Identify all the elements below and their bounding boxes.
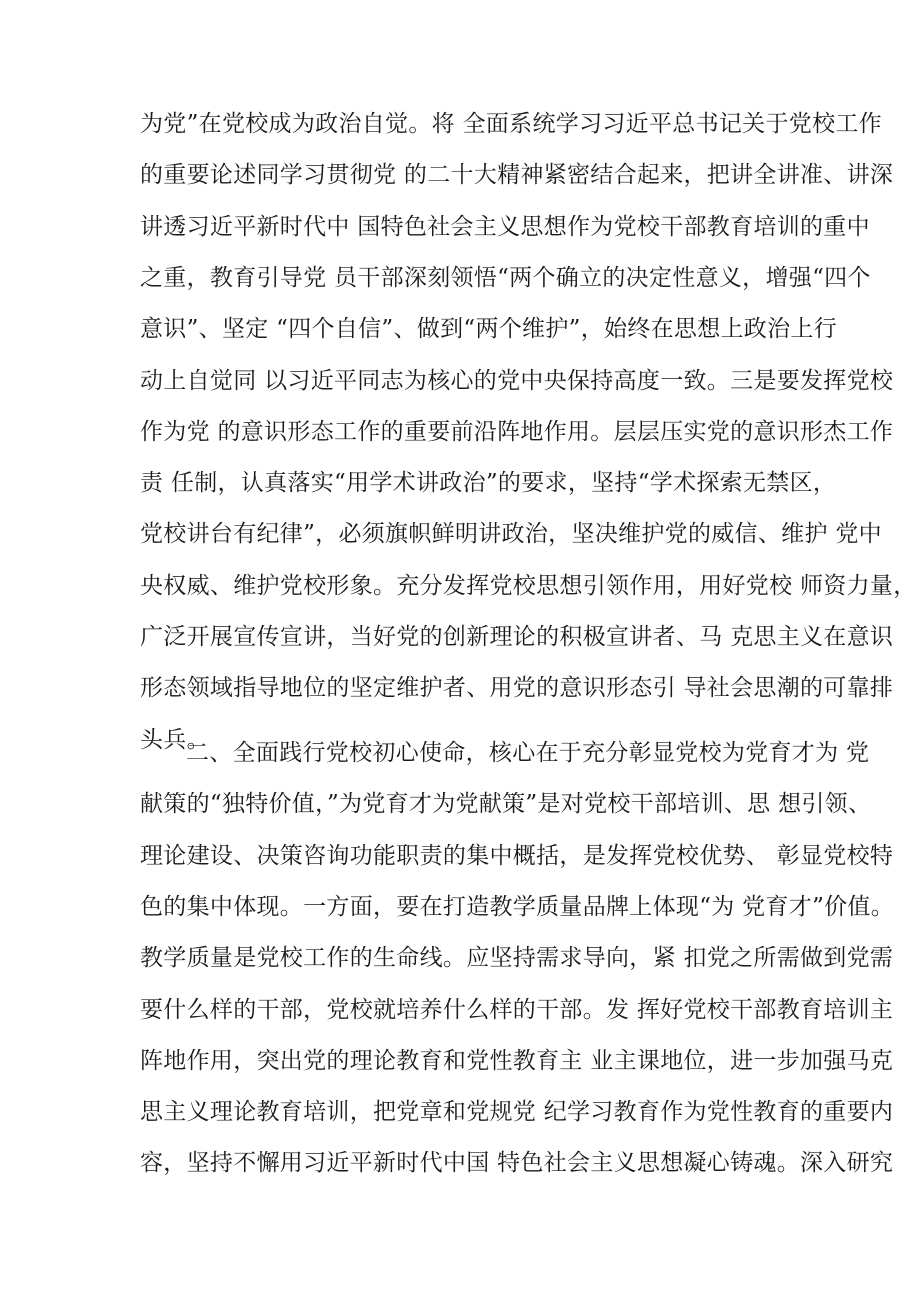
text-line: 央权威、维护党校形象。充分发挥党校思想引领作用，用好党校 师资力量，	[140, 572, 917, 599]
text-line: 色的集中体现。一方面，要在打造教学质量品牌上体现“为 党育才”价值。	[140, 893, 895, 920]
text-line: 阵地作用，突出党的理论教育和党性教育主 业主课地位，进一步加强马克	[140, 1047, 894, 1074]
text-line: 责 任制，认真落实“用学术讲政治”的要求，坚持“学术探索无禁区，	[140, 470, 837, 497]
text-line: 形态领域指导地位的坚定维护者、用党的意识形态引 导社会思潮的可靠排	[140, 675, 894, 702]
text-line: 理论建设、决策咨询功能职责的集中概括，是发挥党校优势、 彰显党校特	[140, 842, 894, 869]
text-line: 思主义理论教育培训，把党章和党规党 纪学习教育作为党性教育的重要内	[140, 1099, 894, 1126]
text-line: 容，坚持不懈用习近平新时代中国 特色社会主义思想凝心铸魂。深入研究	[140, 1150, 894, 1177]
text-line: 要什么样的干部，党校就培养什么样的干部。发 挥好党校干部教育培训主	[140, 996, 894, 1023]
text-line: 动上自觉同 以习近平同志为核心的党中央保持高度一致。三是要发挥党校	[140, 367, 894, 394]
text-line: 为党”在党校成为政治自觉。将 全面系统学习习近平总书记关于党校工作	[140, 111, 882, 137]
text-line: 广泛开展宣传宣讲，当好党的创新理论的积极宣讲者、马 克思主义在意识	[140, 624, 894, 650]
text-line: 党校讲台有纪律”，必须旗帜鲜明讲政治，坚决维护党的威信、维护 党中	[140, 521, 882, 548]
text-line: 讲透习近平新时代中 国特色社会主义思想作为党校干部教育培训的重中	[140, 213, 870, 240]
text-line: 的重要论述同学习贯彻党 的二十大精神紧密结合起来，把讲全讲准、讲深	[140, 162, 894, 189]
text-line: 意识”、坚定 “四个自信”、做到“两个维护”，始终在思想上政治上行	[140, 316, 838, 343]
text-line: 作为党 的意识形态工作的重要前沿阵地作用。层层压实党的意识形杰工作	[140, 418, 894, 445]
text-line: 教学质量是党校工作的生命线。应坚持需求导向，紧 扣党之所需做到党需	[140, 945, 894, 972]
text-line: 头兵。	[140, 726, 210, 753]
text-line: 献策的“独特价值，”为党育才为党献策”是对党校干部培训、思 想引领、	[140, 791, 872, 818]
text-line: 之重，教育引导党 员干部深刻领悟“两个确立的决定性意义，增强“四个	[140, 264, 871, 291]
text-line: 二、全面践行党校初心使命，核心在于充分彰显党校为党育才为 党	[186, 740, 870, 766]
